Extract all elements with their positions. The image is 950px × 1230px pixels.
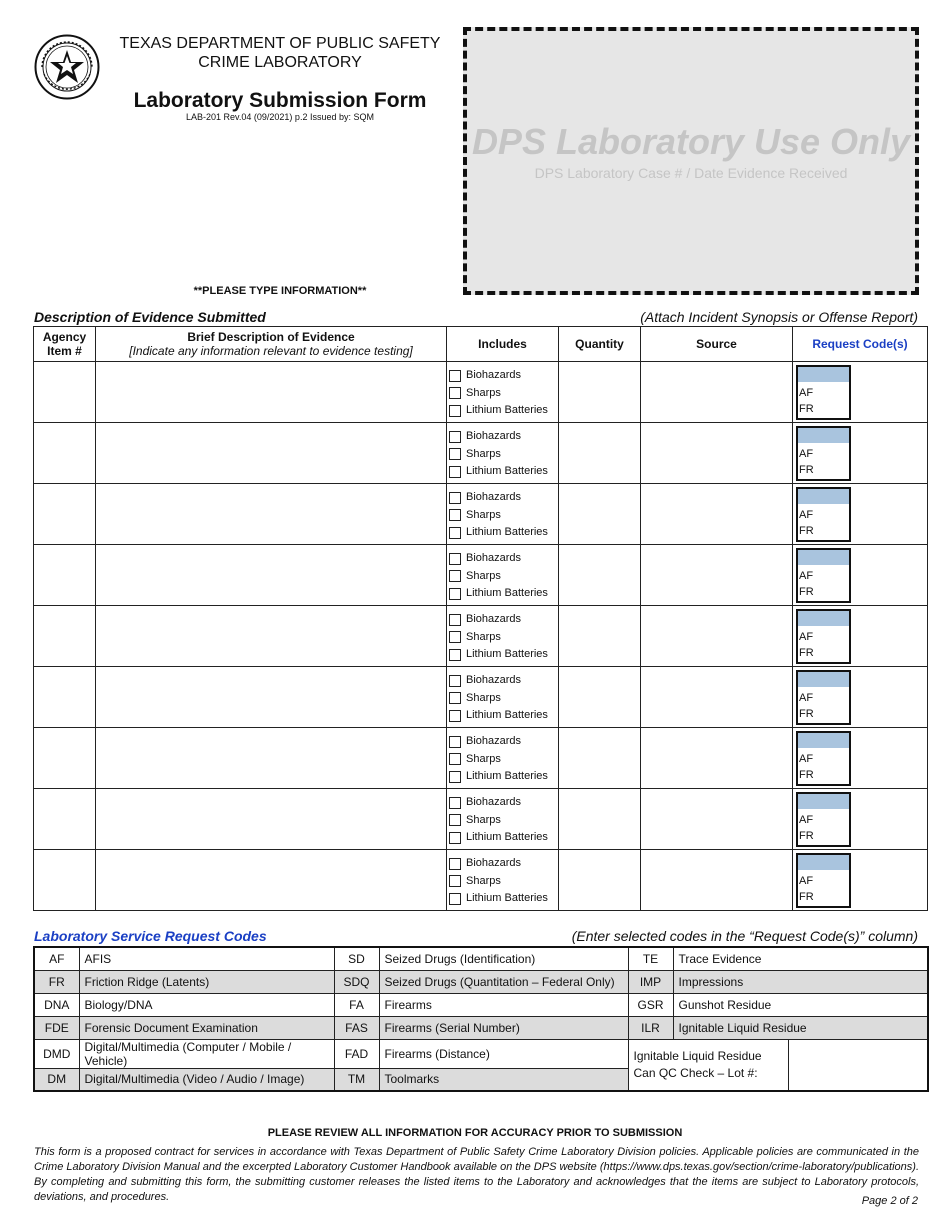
request-code-fill xyxy=(798,489,849,504)
request-code-field[interactable] xyxy=(796,487,851,542)
request-code-fill xyxy=(798,855,849,870)
codes-row xyxy=(34,1016,928,1039)
col-includes: Includes xyxy=(447,327,559,362)
evidence-row xyxy=(34,850,928,911)
description-cell[interactable] xyxy=(96,545,447,606)
agency-item-cell[interactable] xyxy=(34,850,96,911)
evidence-row xyxy=(34,362,928,423)
code-label: Ignitable Liquid Residue xyxy=(673,1016,928,1039)
code-abbrev: FA xyxy=(334,993,379,1016)
request-code-cell[interactable] xyxy=(793,545,928,606)
request-code-field[interactable] xyxy=(796,792,851,847)
include-option[interactable] xyxy=(449,446,558,464)
checkbox[interactable] xyxy=(449,753,461,765)
code-abbrev: TM xyxy=(334,1068,379,1091)
include-option[interactable] xyxy=(449,585,558,603)
col-description-hint: [Indicate any information relevant to evidence testing] xyxy=(129,344,413,358)
source-cell[interactable] xyxy=(641,728,793,789)
checkbox-label: Sharps xyxy=(466,569,501,582)
quantity-cell[interactable] xyxy=(559,606,641,667)
checkbox[interactable] xyxy=(449,692,461,704)
includes-cell xyxy=(447,484,559,545)
agency-item-cell[interactable] xyxy=(34,606,96,667)
code-label: Biology/DNA xyxy=(79,993,334,1016)
checkbox[interactable] xyxy=(449,553,461,565)
include-option[interactable] xyxy=(449,550,558,568)
form-title: Laboratory Submission Form xyxy=(133,89,427,112)
include-option[interactable] xyxy=(449,829,558,847)
code-label: Firearms xyxy=(379,993,628,1016)
code-label: AFIS xyxy=(79,947,334,970)
checkbox-label: Biohazards xyxy=(466,613,522,625)
request-code-field[interactable] xyxy=(796,426,851,481)
checkbox-label: Sharps xyxy=(466,508,501,521)
includes-cell xyxy=(447,850,559,911)
lab-use-subtitle: DPS Laboratory Case # / Date Evidence Received xyxy=(534,165,848,181)
request-code-fill xyxy=(798,672,849,687)
agency-line-1: TEXAS DEPARTMENT OF PUBLIC SAFETY xyxy=(119,35,441,52)
col-agency-item-line2: Item # xyxy=(47,344,82,358)
checkbox-label: Biohazards xyxy=(466,857,522,869)
quantity-cell[interactable] xyxy=(559,484,641,545)
ilr-qc-line2: Can QC Check – Lot #: xyxy=(633,1065,758,1080)
evidence-table xyxy=(33,326,928,911)
include-option[interactable] xyxy=(449,812,558,830)
source-cell[interactable] xyxy=(641,484,793,545)
checkbox-label: Lithium Batteries xyxy=(466,892,548,904)
request-code-field[interactable] xyxy=(796,548,851,603)
include-option[interactable] xyxy=(449,855,558,873)
request-code-cell[interactable] xyxy=(793,667,928,728)
form-subtitle: LAB-201 Rev.04 (09/2021) p.2 Issued by: SQM xyxy=(186,112,374,122)
source-cell[interactable] xyxy=(641,362,793,423)
request-code-cell[interactable] xyxy=(793,789,928,850)
source-cell[interactable] xyxy=(641,545,793,606)
code-label: Toolmarks xyxy=(379,1068,628,1091)
evidence-row xyxy=(34,789,928,850)
include-option[interactable] xyxy=(449,751,558,769)
include-option[interactable] xyxy=(449,690,558,708)
code-abbrev: FDE xyxy=(34,1016,79,1039)
checkbox[interactable] xyxy=(449,448,461,460)
checkbox[interactable] xyxy=(449,797,461,809)
code-abbrev: FR xyxy=(34,970,79,993)
description-cell[interactable] xyxy=(96,362,447,423)
checkbox-label: Lithium Batteries xyxy=(466,831,548,843)
checkbox[interactable] xyxy=(449,614,461,626)
checkbox[interactable] xyxy=(449,893,461,905)
request-code-value: AF xyxy=(799,631,814,643)
codes-heading: Laboratory Service Request Codes xyxy=(34,928,267,944)
lab-use-title: DPS Laboratory Use Only xyxy=(471,121,911,162)
codes-row xyxy=(34,970,928,993)
request-code-field[interactable] xyxy=(796,670,851,725)
quantity-cell[interactable] xyxy=(559,789,641,850)
col-description xyxy=(96,327,447,362)
description-cell[interactable] xyxy=(96,484,447,545)
checkbox-label: Lithium Batteries xyxy=(466,404,548,416)
checkbox-label: Sharps xyxy=(466,752,501,765)
include-option[interactable] xyxy=(449,463,558,481)
agency-item-cell[interactable] xyxy=(34,362,96,423)
quantity-cell[interactable] xyxy=(559,667,641,728)
request-code-cell[interactable] xyxy=(793,728,928,789)
checkbox[interactable] xyxy=(449,736,461,748)
include-option[interactable] xyxy=(449,707,558,725)
code-abbrev: FAS xyxy=(334,1016,379,1039)
code-label: Digital/Multimedia (Computer / Mobile / Vehicle) xyxy=(79,1039,334,1068)
col-description-title: Brief Description of Evidence xyxy=(187,330,355,344)
agency-item-cell[interactable] xyxy=(34,484,96,545)
checkbox[interactable] xyxy=(449,649,461,661)
request-code-value: FR xyxy=(799,769,814,781)
request-codes-table xyxy=(33,946,929,1092)
includes-cell xyxy=(447,362,559,423)
checkbox[interactable] xyxy=(449,387,461,399)
request-code-value: AF xyxy=(799,387,814,399)
col-agency-item-line1: Agency xyxy=(42,330,87,344)
quantity-cell[interactable] xyxy=(559,545,641,606)
review-notice: PLEASE REVIEW ALL INFORMATION FOR ACCURACY PRIOR TO SUBMISSION xyxy=(267,1127,683,1139)
evidence-heading: Description of Evidence Submitted xyxy=(34,309,266,325)
checkbox[interactable] xyxy=(449,492,461,504)
description-cell[interactable] xyxy=(96,789,447,850)
checkbox[interactable] xyxy=(449,405,461,417)
include-option[interactable] xyxy=(449,873,558,891)
code-label: Gunshot Residue xyxy=(673,993,928,1016)
request-code-fill xyxy=(798,611,849,626)
request-code-cell[interactable] xyxy=(793,606,928,667)
checkbox-label: Biohazards xyxy=(466,430,522,442)
description-cell[interactable] xyxy=(96,728,447,789)
codes-note: (Enter selected codes in the “Request Code(s)” column) xyxy=(571,928,918,944)
checkbox-label: Biohazards xyxy=(466,369,522,381)
evidence-row xyxy=(34,545,928,606)
include-option[interactable] xyxy=(449,524,558,542)
include-option[interactable] xyxy=(449,507,558,525)
code-abbrev: FAD xyxy=(334,1039,379,1068)
checkbox-label: Biohazards xyxy=(466,674,522,686)
code-label: Forensic Document Examination xyxy=(79,1016,334,1039)
code-abbrev: SD xyxy=(334,947,379,970)
quantity-cell[interactable] xyxy=(559,850,641,911)
checkbox[interactable] xyxy=(449,370,461,382)
request-code-value: FR xyxy=(799,586,814,598)
agency-item-cell[interactable] xyxy=(34,789,96,850)
code-label: Digital/Multimedia (Video / Audio / Image) xyxy=(79,1068,334,1091)
codes-row xyxy=(34,993,928,1016)
disclaimer-text: This form is a proposed contract for services in accordance with Texas Department of Public Safety Crime Laboratory Division policies. Applicable policies are communicated in the Crime Laboratory Division Manual and the excerpted Laboratory Customer Handbook available on the DPS website (https://www.dps.texas.gov/section/crime-laboratory/publications). By completing and submitting this form, the submitting customer releases the listed items to the Laboratory and acknowledges that the items are subject to Laboratory protocols, deviations, and procedures. xyxy=(34,1146,919,1203)
checkbox-label: Biohazards xyxy=(466,491,522,503)
code-abbrev: TE xyxy=(628,947,673,970)
description-cell[interactable] xyxy=(96,850,447,911)
checkbox[interactable] xyxy=(449,832,461,844)
page-number: Page 2 of 2 xyxy=(861,1195,918,1207)
request-code-value: FR xyxy=(799,647,814,659)
request-code-value: AF xyxy=(799,814,814,826)
codes-row xyxy=(34,947,928,970)
col-quantity: Quantity xyxy=(559,327,641,362)
evidence-row xyxy=(34,606,928,667)
checkbox-label: Biohazards xyxy=(466,735,522,747)
checkbox-label: Sharps xyxy=(466,813,501,826)
include-option[interactable] xyxy=(449,367,558,385)
request-code-value: FR xyxy=(799,891,814,903)
request-code-fill xyxy=(798,550,849,565)
request-code-value: FR xyxy=(799,830,814,842)
include-option[interactable] xyxy=(449,402,558,420)
source-cell[interactable] xyxy=(641,850,793,911)
checkbox-label: Lithium Batteries xyxy=(466,709,548,721)
include-option[interactable] xyxy=(449,385,558,403)
request-code-value: AF xyxy=(799,692,814,704)
code-abbrev: DM xyxy=(34,1068,79,1091)
description-cell[interactable] xyxy=(96,667,447,728)
code-abbrev: DMD xyxy=(34,1039,79,1068)
checkbox[interactable] xyxy=(449,466,461,478)
checkbox-label: Lithium Batteries xyxy=(466,587,548,599)
checkbox-label: Sharps xyxy=(466,874,501,887)
code-label: Trace Evidence xyxy=(673,947,928,970)
code-label: Seized Drugs (Quantitation – Federal Only) xyxy=(379,970,628,993)
evidence-header-row xyxy=(34,327,928,362)
include-option[interactable] xyxy=(449,672,558,690)
agency-item-cell[interactable] xyxy=(34,667,96,728)
checkbox-label: Sharps xyxy=(466,691,501,704)
checkbox-label: Sharps xyxy=(466,447,501,460)
quantity-cell[interactable] xyxy=(559,423,641,484)
includes-cell xyxy=(447,789,559,850)
includes-cell xyxy=(447,728,559,789)
code-abbrev: DNA xyxy=(34,993,79,1016)
evidence-row xyxy=(34,423,928,484)
request-code-value: AF xyxy=(799,875,814,887)
include-option[interactable] xyxy=(449,489,558,507)
checkbox[interactable] xyxy=(449,710,461,722)
request-code-field[interactable] xyxy=(796,853,851,908)
checkbox[interactable] xyxy=(449,814,461,826)
checkbox[interactable] xyxy=(449,771,461,783)
source-cell[interactable] xyxy=(641,789,793,850)
includes-cell xyxy=(447,545,559,606)
request-code-fill xyxy=(798,367,849,382)
quantity-cell[interactable] xyxy=(559,728,641,789)
checkbox[interactable] xyxy=(449,875,461,887)
code-label: Firearms (Distance) xyxy=(379,1039,628,1068)
code-abbrev: GSR xyxy=(628,993,673,1016)
include-option[interactable] xyxy=(449,733,558,751)
request-code-cell[interactable] xyxy=(793,362,928,423)
code-abbrev: SDQ xyxy=(334,970,379,993)
checkbox[interactable] xyxy=(449,570,461,582)
code-label: Impressions xyxy=(673,970,928,993)
type-notice: **PLEASE TYPE INFORMATION** xyxy=(193,285,367,297)
request-code-value: AF xyxy=(799,753,814,765)
request-code-cell[interactable] xyxy=(793,850,928,911)
checkbox-label: Sharps xyxy=(466,386,501,399)
checkbox-label: Lithium Batteries xyxy=(466,526,548,538)
checkbox-label: Lithium Batteries xyxy=(466,648,548,660)
ilr-qc-line1: Ignitable Liquid Residue xyxy=(633,1048,762,1063)
code-label: Seized Drugs (Identification) xyxy=(379,947,628,970)
source-cell[interactable] xyxy=(641,667,793,728)
includes-cell xyxy=(447,606,559,667)
col-source: Source xyxy=(641,327,793,362)
includes-cell xyxy=(447,423,559,484)
checkbox-label: Lithium Batteries xyxy=(466,465,548,477)
request-code-field[interactable] xyxy=(796,609,851,664)
description-cell[interactable] xyxy=(96,606,447,667)
checkbox-label: Biohazards xyxy=(466,552,522,564)
code-label: Friction Ridge (Latents) xyxy=(79,970,334,993)
request-code-value: AF xyxy=(799,570,814,582)
agency-item-cell[interactable] xyxy=(34,545,96,606)
code-label: Firearms (Serial Number) xyxy=(379,1016,628,1039)
checkbox[interactable] xyxy=(449,588,461,600)
agency-line-2: CRIME LABORATORY xyxy=(198,54,362,71)
checkbox[interactable] xyxy=(449,675,461,687)
source-cell[interactable] xyxy=(641,423,793,484)
checkbox[interactable] xyxy=(449,431,461,443)
request-code-value: FR xyxy=(799,403,814,415)
col-request-codes: Request Code(s) xyxy=(793,327,928,362)
checkbox[interactable] xyxy=(449,631,461,643)
agency-item-cell[interactable] xyxy=(34,728,96,789)
evidence-note: (Attach Incident Synopsis or Offense Report) xyxy=(640,309,918,325)
request-code-value: FR xyxy=(799,464,814,476)
ilr-lot-number-field[interactable] xyxy=(788,1039,928,1091)
include-option[interactable] xyxy=(449,890,558,908)
request-code-value: AF xyxy=(799,448,814,460)
checkbox[interactable] xyxy=(449,527,461,539)
request-code-cell[interactable] xyxy=(793,484,928,545)
checkbox-label: Sharps xyxy=(466,630,501,643)
checkbox-label: Lithium Batteries xyxy=(466,770,548,782)
include-option[interactable] xyxy=(449,768,558,786)
ilr-qc-check-label xyxy=(628,1039,788,1091)
includes-cell xyxy=(447,667,559,728)
description-cell[interactable] xyxy=(96,423,447,484)
agency-name xyxy=(110,34,450,72)
request-code-cell[interactable] xyxy=(793,423,928,484)
request-code-field[interactable] xyxy=(796,731,851,786)
include-option[interactable] xyxy=(449,646,558,664)
include-option[interactable] xyxy=(449,629,558,647)
request-code-fill xyxy=(798,428,849,443)
code-abbrev: AF xyxy=(34,947,79,970)
request-code-fill xyxy=(798,733,849,748)
request-code-value: FR xyxy=(799,708,814,720)
checkbox-label: Biohazards xyxy=(466,796,522,808)
request-code-fill xyxy=(798,794,849,809)
code-abbrev: ILR xyxy=(628,1016,673,1039)
checkbox[interactable] xyxy=(449,858,461,870)
request-code-field[interactable] xyxy=(796,365,851,420)
col-agency-item xyxy=(34,327,96,362)
include-option[interactable] xyxy=(449,794,558,812)
checkbox[interactable] xyxy=(449,509,461,521)
request-code-value: FR xyxy=(799,525,814,537)
texas-dps-seal-icon xyxy=(34,34,100,100)
evidence-row xyxy=(34,484,928,545)
source-cell[interactable] xyxy=(641,606,793,667)
evidence-row xyxy=(34,667,928,728)
codes-row xyxy=(34,1039,928,1068)
include-option[interactable] xyxy=(449,611,558,629)
include-option[interactable] xyxy=(449,568,558,586)
agency-item-cell[interactable] xyxy=(34,423,96,484)
lab-use-only-box xyxy=(463,27,919,295)
quantity-cell[interactable] xyxy=(559,362,641,423)
code-abbrev: IMP xyxy=(628,970,673,993)
request-code-value: AF xyxy=(799,509,814,521)
include-option[interactable] xyxy=(449,428,558,446)
evidence-row xyxy=(34,728,928,789)
